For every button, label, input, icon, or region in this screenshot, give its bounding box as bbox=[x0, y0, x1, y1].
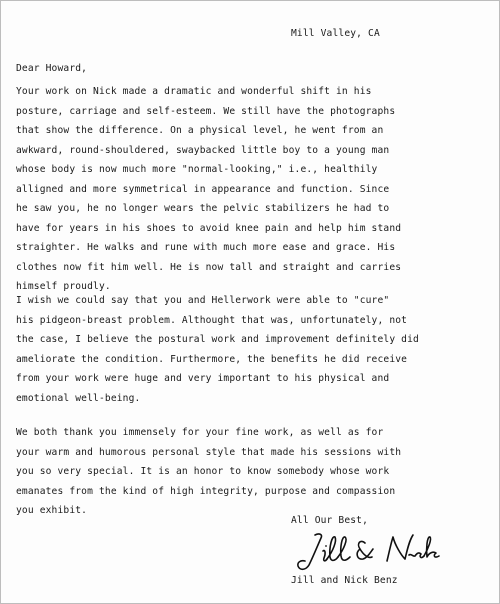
body-paragraph-2: I wish we could say that you and Hellerwork were able to "cure" his pidgeon-breast problem. Althought that was, unfortunately, not the case, I believe the postural work and improvement definitely did ameliorate the condition. Furthermore, the benefits he did receive from your work were huge and very important to his physical and emotional well-being. bbox=[16, 295, 419, 404]
signer-name: Jill and Nick Benz bbox=[291, 575, 398, 586]
sender-location: Mill Valley, CA bbox=[291, 28, 380, 39]
body-paragraph-3: We both thank you immensely for your fine work, as well as for your warm and humorous personal style that made his sessions with you so very special. It is an honor to know somebody whose work emanates from the kind of high integrity, purpose and compassion you exhibit. bbox=[16, 427, 402, 517]
salutation: Dear Howard, bbox=[16, 63, 88, 74]
body-paragraph-1: Your work on Nick made a dramatic and wonderful shift in his posture, carriage and self-esteem. We still have the photographs that show the difference. On a physical level, he went from an awkward, round-shouldered, swaybacked little boy to a young man whose body is now much more "normal-looking," i.e., healthily alligned and more symmetrical in appearance and function. Since he saw you, he no longer wears the pelvic stabilizers he had to have for years in his shoes to avoid knee pain and help him stand straighter. He walks and rune with much more ease and grace. His clothes now fit him well. He is now tall and straight and carries himself proudly. bbox=[16, 86, 402, 293]
closing: All Our Best, bbox=[291, 515, 369, 526]
handwritten-signature bbox=[293, 529, 443, 573]
